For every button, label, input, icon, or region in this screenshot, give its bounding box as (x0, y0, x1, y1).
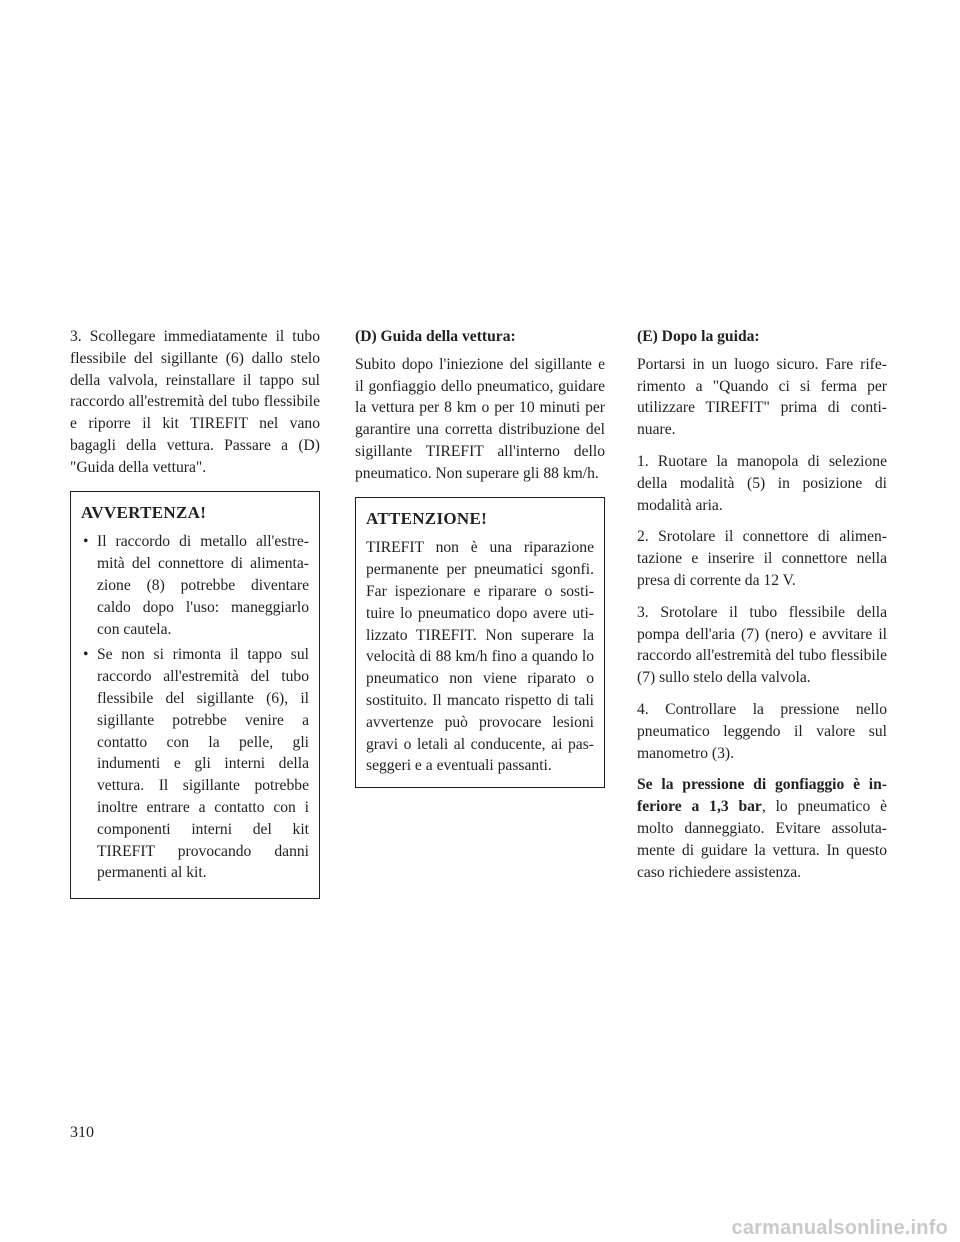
caution-box (355, 497, 605, 789)
warning-item: • Se non si rimonta il tappo sul raccordo all'estremità del tubo flessibile del sigillante (6), il sigillante potrebbe venire a contatto con la pelle, gli indumenti e gli interni della vettura. Il sigillante potrebbe inoltre entrare a contatto con i componenti interni del kit TIREFIT provocando danni permanenti al kit. (81, 644, 309, 884)
pressure-warning-paragraph (637, 774, 887, 883)
caution-title: ATTENZIONE! (366, 508, 488, 528)
column-right (637, 326, 887, 893)
column-middle (355, 326, 605, 788)
after-step-3: 3. Srotolare il tubo flessibile della pompa dell'aria (7) (nero) e avvitare il raccordo all'estremità del tubo flessibile (7) sullo stelo della valvola. (637, 603, 887, 687)
after-step-4: 4. Controllare la pressione nello pneumatico leggendo il valore sul manometro (3). (637, 700, 887, 762)
after-step-2: 2. Srotolare il connettore di alimentazione e inserire il connettore nella presa di corrente da 12 V. (637, 528, 887, 589)
warning-title: AVVERTENZA! (81, 502, 207, 522)
watermark-text: carmanualsonline.info (731, 1217, 948, 1239)
section-heading-driving: (D) Guida della vettura: (355, 328, 516, 345)
warning-item: • Il raccordo di metallo all'estremità del connettore di alimentazione (8) potrebbe diventare caldo dopo l'uso: maneggiarlo con cautela. (81, 531, 309, 640)
section-heading-after-driving: (E) Dopo la guida: (637, 328, 760, 345)
caution-text: TIREFIT non è una riparazione permanente per pneumatici sgonfi. Far ispezionare e riparare o sostituire lo pneumatico dopo avere utilizzato TIREFIT. Non superare la velocità di 88 km/h fino a quando lo pneumatico non viene riparato o sostituito. Il mancato rispetto di tali avvertenze può provocare lesioni gravi o letali al conducente, ai passeggeri e a eventuali passanti. (366, 539, 594, 775)
warning-box (70, 491, 320, 900)
pressure-warning-bold: Se la pressione di gonfiaggio è inferiore a 1,3 bar (637, 776, 887, 816)
warning-list (81, 531, 309, 884)
after-driving-intro: Portarsi in un luogo sicuro. Fare riferimento a "Quando ci si ferma per utilizzare TIREFIT" prima di continuare. (637, 355, 887, 439)
step-3-disconnect: 3. Scollegare immediatamente il tubo flessibile del sigillante (6) dallo stelo della valvola, reinstallare il tappo sul raccordo all'estremità del tubo flessibile e riporre il kit TIREFIT nel vano bagagli della vettura. Passare a (D) "Guida della vettura". (70, 328, 320, 476)
pressure-warning-rest: , lo pneumatico è molto danneggiato. Evitare assolutamente di guidare la vettura. In questo caso richiedere assistenza. (637, 798, 887, 881)
page-number: 310 (70, 1124, 94, 1141)
column-left (70, 326, 320, 899)
driving-paragraph: Subito dopo l'iniezione del sigillante e il gonfiaggio dello pneumatico, guidare la vettura per 8 km o per 10 minuti per garantire una corretta distribuzione del sigillante TIREFIT all'interno dello pneumatico. Non superare gli 88 km/h. (355, 355, 605, 482)
after-step-1: 1. Ruotare la manopola di selezione della modalità (5) in posizione di modalità aria. (637, 452, 887, 514)
